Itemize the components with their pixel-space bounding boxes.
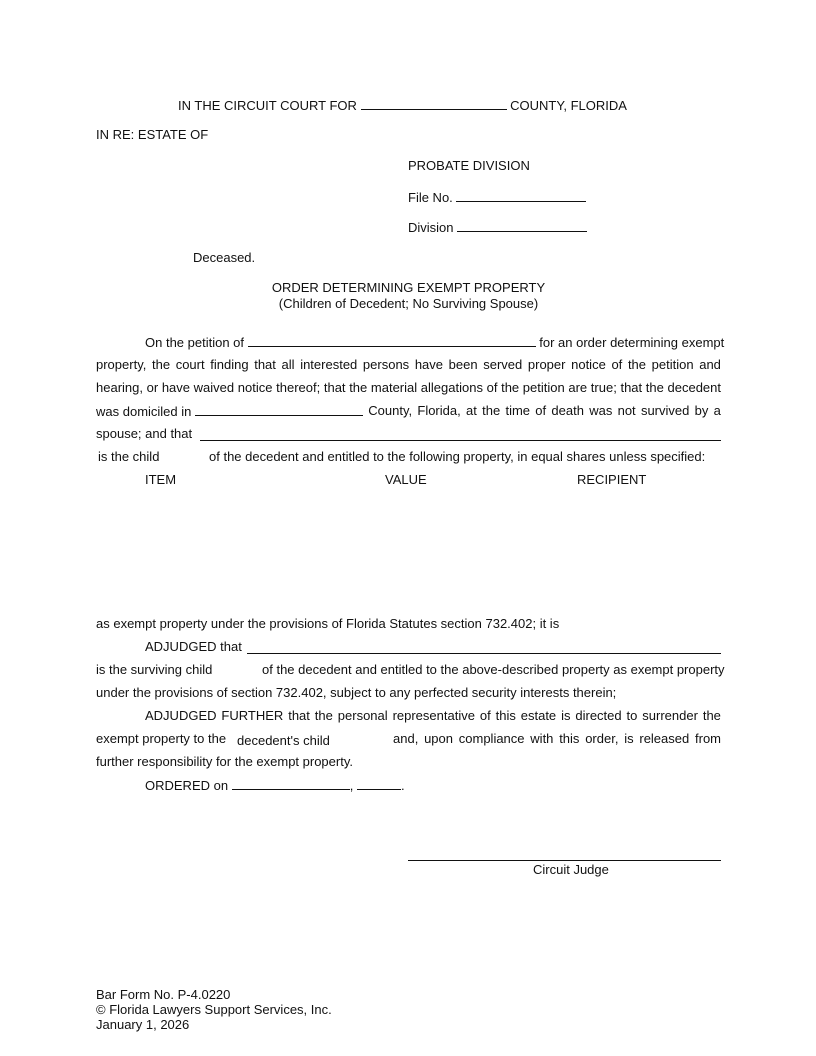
petitioner-blank[interactable] — [248, 334, 536, 347]
adjudged-names-blank[interactable] — [247, 653, 721, 654]
spouse-line — [96, 426, 192, 442]
word: petition — [651, 357, 694, 372]
word: material — [370, 380, 418, 395]
word: thereof; — [276, 380, 321, 395]
ordered-label: ORDERED on — [145, 778, 229, 793]
word: a — [713, 403, 721, 418]
word: of — [611, 357, 623, 372]
word: the — [151, 357, 171, 372]
word: was — [589, 403, 613, 418]
column-item: ITEM — [145, 472, 177, 487]
deceased-label: Deceased. — [193, 250, 256, 265]
word: this — [495, 708, 516, 723]
surrender-rest — [393, 731, 721, 747]
word: of — [535, 403, 547, 418]
word: estate — [520, 708, 557, 723]
ordered-year-blank[interactable] — [357, 777, 401, 790]
body-line-2 — [96, 357, 721, 373]
petition-start: On the petition of — [145, 335, 245, 350]
word: have — [161, 380, 191, 395]
word: decedent — [667, 380, 721, 395]
word: that — [620, 380, 643, 395]
word: that — [254, 357, 276, 372]
word: that — [323, 380, 346, 395]
word: property, — [96, 357, 147, 372]
word: time — [505, 403, 531, 418]
body-line-3 — [96, 380, 721, 396]
word: court — [175, 357, 205, 372]
word: by — [694, 403, 709, 418]
court-caption — [178, 97, 627, 114]
word: from — [695, 731, 721, 746]
word: petition — [522, 380, 565, 395]
responsibility-line: further responsibility for the exempt property. — [96, 754, 353, 769]
copyright-line: © Florida Lawyers Support Services, Inc. — [96, 1002, 332, 1017]
word: personal — [337, 708, 388, 723]
word: compliance — [458, 731, 525, 746]
word: directed — [575, 708, 622, 723]
ordered-line — [145, 777, 405, 794]
word: of — [486, 380, 498, 395]
word: surrender — [642, 708, 698, 723]
word: served — [483, 357, 523, 372]
column-recipient: RECIPIENT — [577, 472, 647, 487]
word: true; — [590, 380, 617, 395]
ordered-date-blank[interactable] — [232, 777, 350, 790]
domicile-county-blank[interactable] — [195, 403, 363, 416]
word: order, — [585, 731, 619, 746]
word: notice — [571, 357, 606, 372]
word: that — [288, 708, 310, 723]
petition-end: for an order determining exempt — [539, 335, 725, 350]
column-value: VALUE — [385, 472, 427, 487]
word: or — [146, 380, 159, 395]
decedents-child-field[interactable]: decedent's child — [237, 733, 330, 748]
file-no-blank[interactable] — [456, 189, 586, 202]
word: to — [626, 708, 638, 723]
word: proper — [527, 357, 566, 372]
word: of — [479, 708, 491, 723]
court-suffix: COUNTY, FLORIDA — [510, 98, 627, 113]
bar-form-number: Bar Form No. P-4.0220 — [96, 987, 231, 1002]
adjudged-further-line — [145, 708, 721, 724]
word: allegations — [420, 380, 483, 395]
division-row — [408, 219, 587, 236]
word: all — [281, 357, 295, 372]
court-prefix: IN THE CIRCUIT COURT FOR — [178, 98, 357, 113]
word: with — [530, 731, 554, 746]
word: is — [561, 708, 571, 723]
adjudged-label: ADJUDGED that — [145, 639, 242, 654]
word: ADJUDGED — [145, 708, 217, 723]
division-label: Division — [408, 220, 454, 235]
circuit-judge-label: Circuit Judge — [533, 862, 609, 877]
word: notice — [237, 380, 273, 395]
ordered-comma: , — [349, 778, 354, 793]
word: not — [617, 403, 636, 418]
in-re-estate: IN RE: ESTATE OF — [96, 127, 209, 142]
children-names-blank[interactable] — [200, 440, 721, 441]
word: and — [699, 357, 721, 372]
domicile-label: was domiciled in — [96, 404, 192, 419]
word: hearing, — [96, 380, 143, 395]
word: finding — [210, 357, 249, 372]
order-title: ORDER DETERMINING EXEMPT PROPERTY — [271, 280, 546, 295]
file-no-label: File No. — [408, 190, 453, 205]
word: the — [349, 380, 368, 395]
surviving-entitled-text: of the decedent and entitled to the above-described property as exempt property — [262, 662, 725, 677]
word: been — [448, 357, 478, 372]
ordered-period: . — [400, 778, 405, 793]
surviving-child-field[interactable]: is the surviving child — [96, 662, 213, 677]
domicile-start — [96, 403, 363, 420]
word: this — [559, 731, 580, 746]
petition-line — [145, 334, 724, 351]
county-blank[interactable] — [361, 97, 507, 110]
surrender-start: exempt property to the — [96, 731, 227, 746]
word: the — [645, 380, 664, 395]
judge-signature-line[interactable] — [408, 860, 721, 861]
word: persons — [362, 357, 410, 372]
word: at — [466, 403, 477, 418]
word: Florida, — [417, 403, 461, 418]
child-entitled-text: of the decedent and entitled to the following property, in equal shares unless specified: — [209, 449, 706, 464]
word: the — [627, 357, 647, 372]
spouse-label: spouse; and that — [96, 426, 193, 441]
file-no-row — [408, 189, 586, 206]
exempt-provisions-line: as exempt property under the provisions of Florida Statutes section 732.402; it is — [96, 616, 560, 631]
word: waived — [193, 380, 235, 395]
provisions-line: under the provisions of section 732.402, subject to any perfected security interests therein; — [96, 685, 617, 700]
probate-division: PROBATE DIVISION — [408, 158, 530, 173]
word: FURTHER — [221, 708, 284, 723]
word: the — [482, 403, 501, 418]
word: the — [702, 708, 721, 723]
word: have — [414, 357, 444, 372]
word: is — [624, 731, 634, 746]
is-the-child-field[interactable]: is the child — [98, 449, 160, 464]
word: interested — [300, 357, 358, 372]
division-blank[interactable] — [457, 219, 587, 232]
word: representative — [392, 708, 475, 723]
revision-date: January 1, 2026 — [96, 1017, 190, 1032]
word: and, — [393, 731, 419, 746]
word: are — [568, 380, 588, 395]
order-subtitle: (Children of Decedent; No Surviving Spouse) — [278, 296, 539, 311]
word: the — [314, 708, 333, 723]
body-line-4 — [96, 403, 721, 420]
word: survived — [640, 403, 690, 418]
word: death — [551, 403, 584, 418]
word: released — [639, 731, 690, 746]
word: the — [501, 380, 520, 395]
word: County, — [368, 403, 413, 418]
word: upon — [424, 731, 453, 746]
